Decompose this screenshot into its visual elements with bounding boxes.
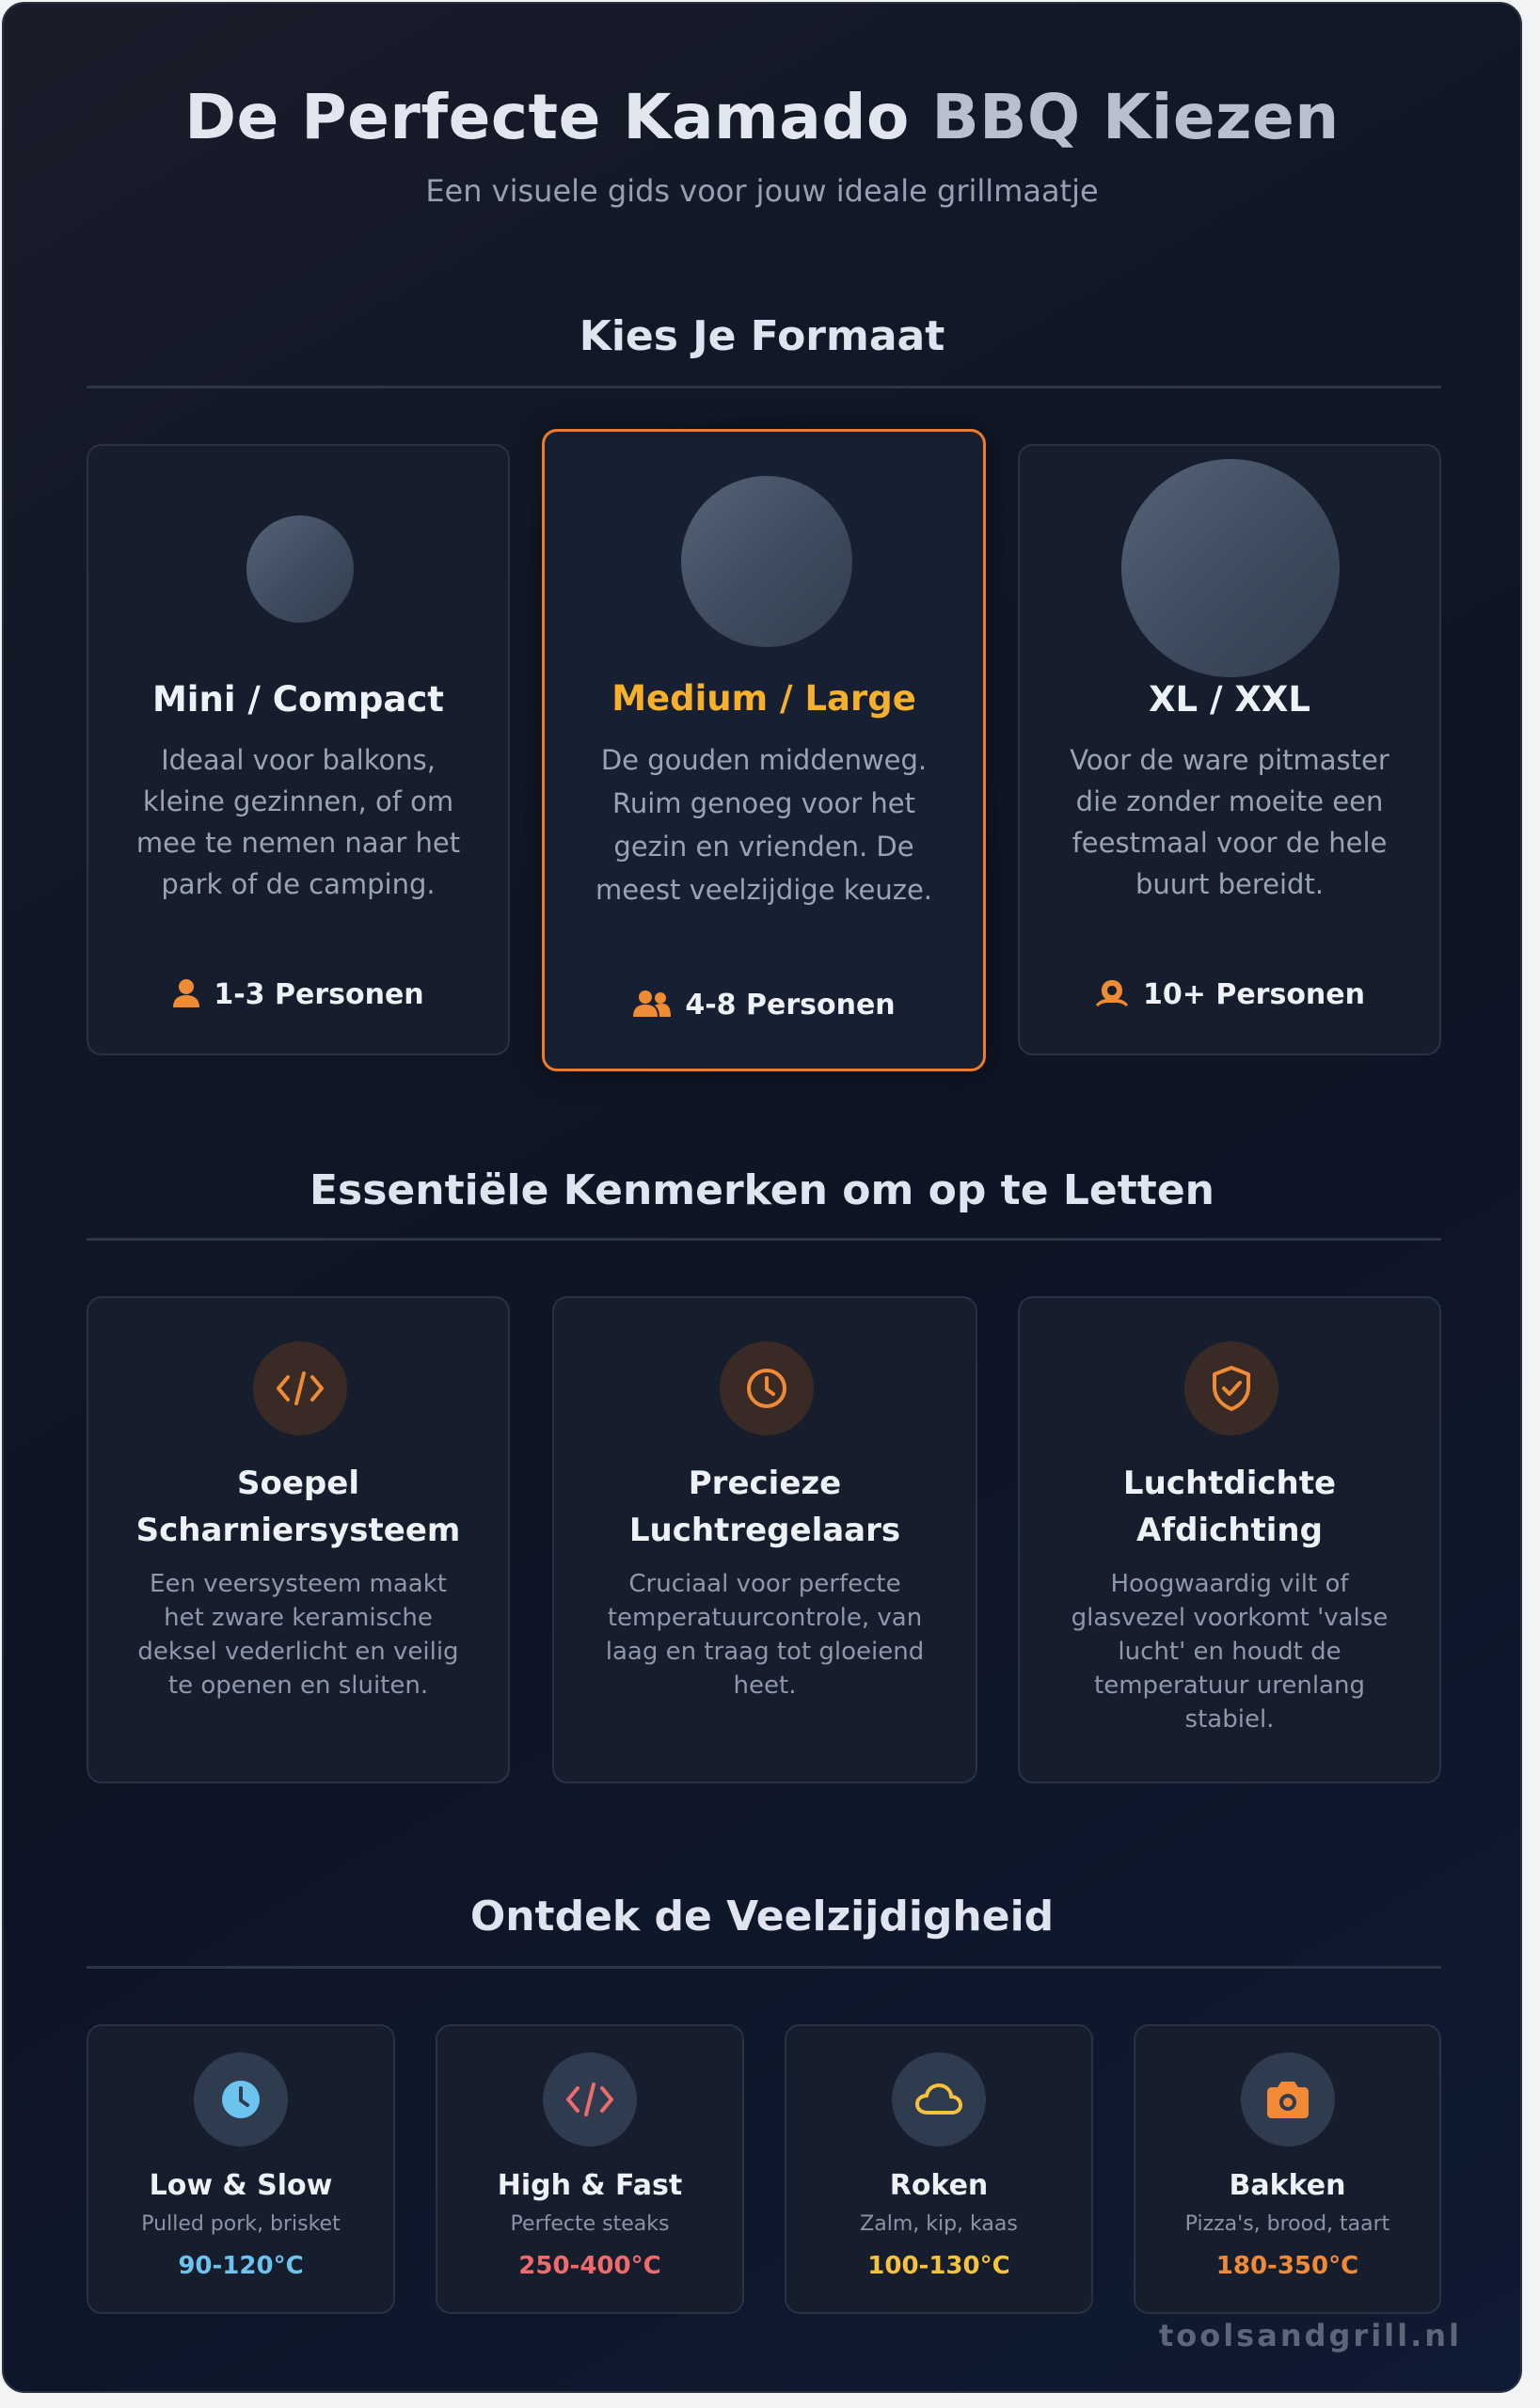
versatility-icon-badge <box>194 2052 288 2147</box>
versatility-temperature: 180-350°C <box>1215 2252 1359 2280</box>
versatility-examples: Zalm, kip, kaas <box>860 2212 1018 2236</box>
versatility-icon-badge <box>892 2052 986 2147</box>
size-card-persons: 1-3 Personen <box>88 978 508 1011</box>
versatility-title: Bakken <box>1229 2169 1346 2202</box>
feature-title: Luchtdichte Afdichting <box>1122 1465 1337 1549</box>
section-title-features: Essentiële Kenmerken om op te Letten <box>310 1166 1215 1214</box>
feature-icon-badge <box>253 1341 347 1435</box>
person-icon <box>172 978 200 1008</box>
cloud-icon <box>914 2081 963 2118</box>
size-card-xl <box>1018 444 1441 1055</box>
section-divider <box>87 386 1441 388</box>
versatility-icon-badge <box>1241 2052 1335 2147</box>
versatility-card-smoking <box>785 2024 1093 2314</box>
section-title-sizes: Kies Je Formaat <box>579 312 945 360</box>
versatility-card-high-fast <box>436 2024 744 2314</box>
feature-card-vents <box>552 1296 977 1783</box>
feature-title: Soepel Scharniersysteem <box>135 1465 461 1549</box>
kamado-size-small-illustration <box>246 515 354 623</box>
versatility-temperature: 90-120°C <box>178 2252 304 2280</box>
clock-icon <box>218 2077 263 2122</box>
users-icon <box>632 989 672 1019</box>
versatility-icon-badge <box>543 2052 637 2147</box>
feature-card-hinge <box>87 1296 510 1783</box>
size-card-medium <box>542 429 986 1071</box>
brand-watermark[interactable]: toolsandgrill.nl <box>1158 2318 1462 2353</box>
size-card-persons: 4-8 Personen <box>545 989 983 1022</box>
versatility-title: Low & Slow <box>149 2169 333 2202</box>
feature-icon-badge <box>1184 1341 1278 1435</box>
infographic-frame <box>2 2 1522 2393</box>
kamado-size-medium-illustration <box>681 476 852 647</box>
page-subtitle: Een visuele gids voor jouw ideale grillmaatje <box>425 173 1099 209</box>
section-divider <box>87 1238 1441 1241</box>
feature-title: Precieze Luchtregelaars <box>628 1465 901 1549</box>
code-icon <box>275 1370 325 1407</box>
feature-icon-badge <box>720 1341 814 1435</box>
kamado-size-large-illustration <box>1121 459 1340 677</box>
feature-card-seal <box>1018 1296 1441 1783</box>
shield-check-icon <box>1210 1365 1253 1412</box>
size-card-description: Voor de ware pitmaster die zonder moeite een feestmaal voor de hele buurt bereidt. <box>1070 744 1389 900</box>
versatility-title: Roken <box>889 2169 989 2202</box>
versatility-temperature: 250-400°C <box>518 2252 661 2280</box>
size-card-description: Ideaal voor balkons, kleine gezinnen, of om mee te nemen naar het park of de camping. <box>135 744 461 900</box>
size-card-persons: 10+ Personen <box>1020 978 1439 1011</box>
versatility-examples: Perfecte steaks <box>510 2212 670 2236</box>
code-icon <box>564 2081 615 2118</box>
size-card-description: De gouden middenweg. Ruim genoeg voor het gezin en vrienden. De meest veelzijdige keuze. <box>595 744 933 906</box>
size-card-mini <box>87 444 510 1055</box>
size-card-title: XL / XXL <box>1148 679 1310 720</box>
versatility-examples: Pizza's, brood, taart <box>1184 2212 1390 2236</box>
versatility-temperature: 100-130°C <box>867 2252 1010 2280</box>
section-title-versatility: Ontdek de Veelzijdigheid <box>469 1893 1055 1941</box>
section-divider <box>87 1966 1441 1969</box>
group-icon <box>1094 978 1130 1008</box>
versatility-card-baking <box>1134 2024 1441 2314</box>
feature-description: Cruciaal voor perfecte temperatuurcontrole, van laag en traag tot gloeiend heet. <box>605 1570 925 1700</box>
size-card-title: Medium / Large <box>611 678 916 719</box>
clock-icon <box>744 1366 789 1411</box>
camera-icon <box>1263 2079 1312 2120</box>
versatility-examples: Pulled pork, brisket <box>141 2212 341 2236</box>
versatility-card-low-slow <box>87 2024 395 2314</box>
feature-description: Een veersysteem maakt het zware keramische deksel vederlicht en veilig te openen en sluiten. <box>137 1570 459 1700</box>
feature-description: Hoogwaardig vilt of glasvezel voorkomt 'valse lucht' en houdt de temperatuur urenlang stabiel. <box>1071 1570 1389 1734</box>
size-card-title: Mini / Compact <box>151 679 444 720</box>
page-title: De Perfecte Kamado BBQ Kiezen <box>184 81 1340 153</box>
versatility-title: High & Fast <box>497 2169 683 2202</box>
